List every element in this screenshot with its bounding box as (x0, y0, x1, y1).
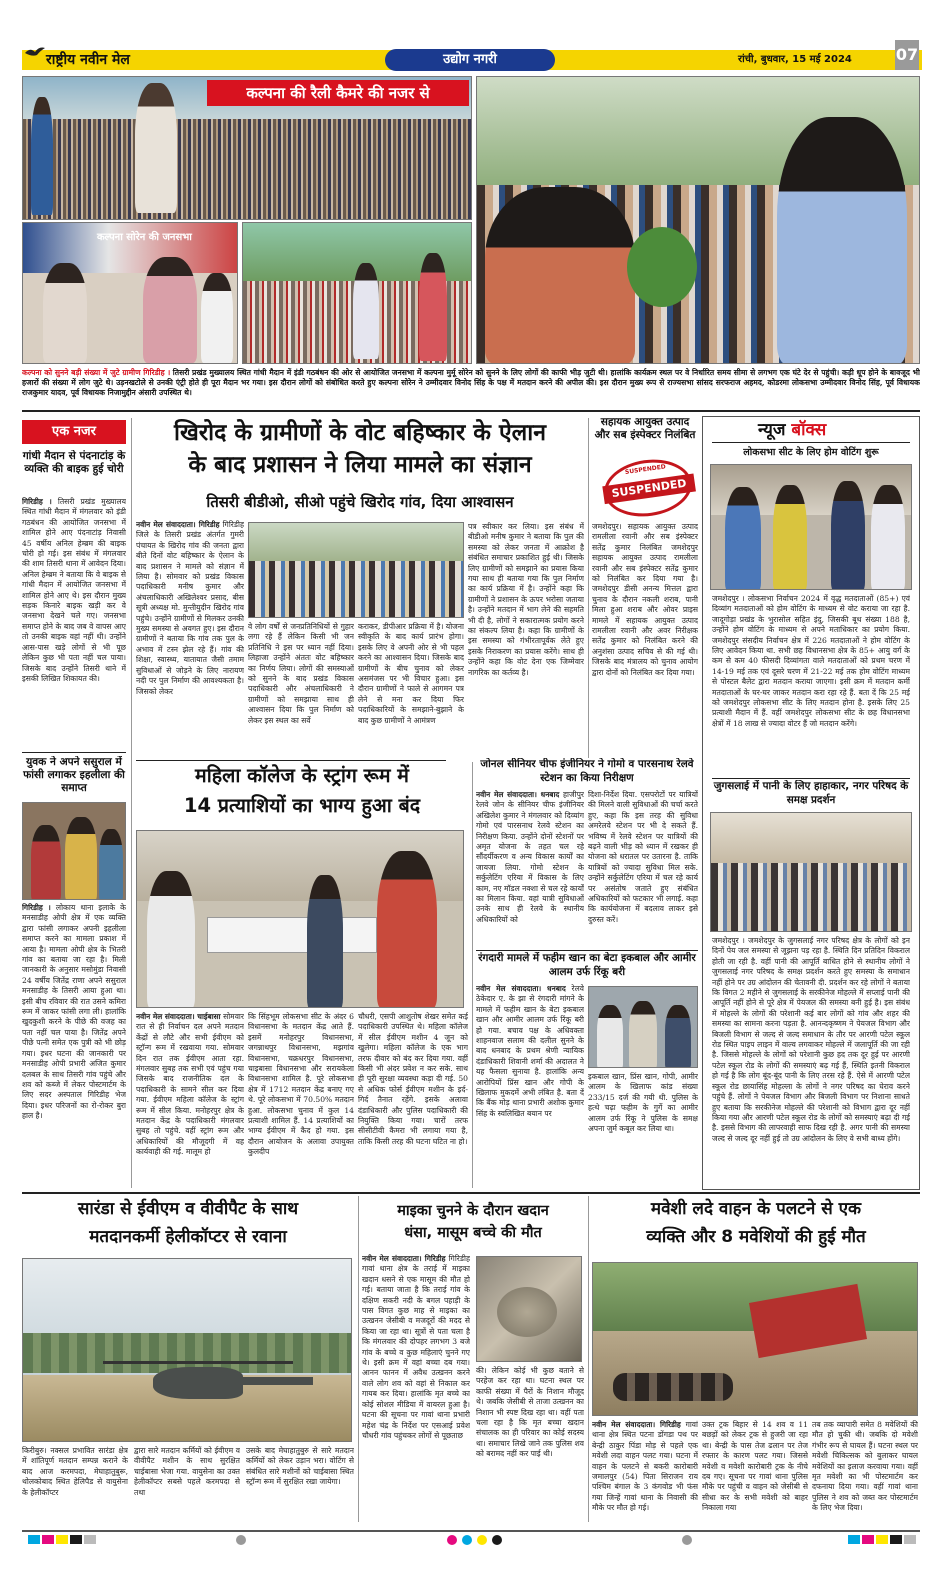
ek-nazar-story1-text: तिसरी प्रखंड मुख्यालय स्थित गांधी मैदान में मंगलवार को इंडी गठबंधन की आयोजित जनसभा में शामिल होने आए पंदनाटांड़ निवासी 45 वर्षीय अनिल हेम्ब्रम की बाइक चोरी हो गई। इस संबंध में मंगलवार की शाम तिसरी थाना में आवेदन दिया। अनिल हेम्ब्रम ने बताया कि वे बाइक से गांधी मैदान में आयोजित जनसभा में शामिल होने आए थे। इस दौरान मुख्य सड़क किनारे बाइक खड़ी कर वे जनसभा देखने चले गए। जनसभा समाप्त होने के बाद जब वे वापस आए तो उनकी बाइक वहां नहीं थी। उन्होंने आस-पास खड़े लोगों से भी पूछ लेकिन कुछ भी पता नहीं चल पाया। जिसके बाद उन्होंने तिसरी थाने में इसकी लिखित शिकायत की। (22, 497, 126, 683)
rally-headline: कल्पना की रैली कैमरे की नजर से (207, 80, 469, 106)
suspended-stamp-text: SUSPENDED (602, 474, 696, 505)
paper-name: राष्ट्रीय नवीन मेल (46, 52, 130, 68)
maveshi-byline: नवीन मेल संवाददाता। गिरिडीह (592, 1420, 681, 1429)
column-divider (588, 1196, 589, 1522)
footer-color-bar (22, 1535, 920, 1547)
divider (712, 442, 910, 443)
rangdari-photo (588, 986, 698, 1068)
ek-nazar-story1-dateline: गिरिडीह । (22, 497, 52, 506)
news-box-label-1: न्यूज (758, 420, 786, 440)
zonal-col1 (476, 790, 584, 946)
rally-caption-text: तिसरी प्रखंड मुख्यालय स्थित गांधी मैदान में इंडी गठबंधन की ओर से आयोजित जनसभा में कल्पना मुर्मू सोरेन को सुनने के लिए लोगों की काफी भीड़ जुटी थी। हालांकि कार्यक्रम स्थल पर वे निर्धारित समय सीमा से लगभग एक घंटे देर से पहुंची। कड़ी धूप होने के बावजूद भी हजारों की संख्या में लोग जुटे थे। उड़नखटोले से उनकी एंट्री होते ही पूरा मैदान भर गया। इस दौरान लोगों को संबोधित करते हुए कल्पना सोरेन ने उम्मीदवार विनोद सिंह के पक्ष में मतदान करने की अपील की। इस दौरान मुख्य रूप से राज्यसभा सांसद सरफराज अहमद, कोडरमा लोकसभा उम्मीदवार विनोद सिंह, पूर्व विधायक राजकुमार यादव, पूर्व विधायक निजामुद्दीन अंसारी उपस्थित थे। (22, 368, 920, 398)
mica-col1 (362, 1254, 470, 1520)
rangdari-col1-text: रेलवे ठेकेदार ए. के झा से रंगदारी मांगने के मामले में फहीम खान के बेटा इकबाल खान और आमीर आलम उर्फ रिंकू बरी हो गया. बचाव पक्ष के अधिवक्ता शाहनवाज सलाम की दलील सुनने के बाद धनबाद के प्रथम श्रेणी न्यायिक दंडाधिकारी शिवानी शर्मा की अदालत ने यह फैसला सुनाया है. हालांकि अन्य आरोपियों प्रिंस खान और गोपी के खिलाफ मुकदमें अभी लंबित है. बता दें कि बैंक मोड़ थाना प्रभारी अशोक कुमार सिंह के स्वलिखित बयान पर (476, 984, 584, 1118)
jugsalai-photo (710, 812, 912, 932)
mica-col1-text: गिरिडीह गावां थाना क्षेत्र के तराई में माइका खदान धसने से एक मासूम की मौत हो गई। बताया जाता है कि तराई गांव के दक्षिण सकरी नदी के बगल पहाड़ी के पास विगत कुछ माह से माइका का उत्खनन जेसीबी व मजदूरों की मदद से किया जा रहा था। सूत्रों से पता चला है कि मंगलवार की दोपहर लगभग 3 बजे गांव के बच्चे व कुछ महिलाएं चुनने गए थे। इसी क्रम में वहां बच्चा दब गया। (362, 1254, 470, 1368)
dateline: रांची, बुधवार, 15 मई 2024 (738, 54, 852, 65)
ek-nazar-story2-headline: युवक ने अपने ससुराल में फांसी लगाकर इहलीला की समाप्त (23, 756, 125, 794)
mica-byline: नवीन मेल संवाददाता। गिरिडीह (362, 1254, 446, 1263)
footer-rule (22, 1530, 920, 1532)
rally-photo-stage (22, 222, 238, 364)
column-divider (472, 762, 473, 1188)
news-box-headline: लोकसभा सीट के लिए होम वोटिंग शुरू (743, 447, 879, 458)
ek-nazar-label: एक नजर (22, 420, 126, 444)
suspended-body: जमशेदपुर। सहायक आयुक्त उत्पाद रामलीला रवानी और सब इंस्पेक्टर सतेंद्र कुमार निलंबित जमशेदपुर सहायक आयुक्त उत्पाद रामलीला रवानी और सब इंस्पेक्टर सतेंद्र कुमार को निलंबित कर दिया गया है। जमशेदपुर डीसी अनन्य मित्तल द्वारा चुनाव के दौरान नकली शराब, पानी मिला हुआ शराब और ओवर प्राइस मामले में सहायक आयुक्त उत्पाद रामलीला रवानी और अवर निरीक्षक सतेंद्र कुमार को निलंबित करने की अनुशंसा उत्पाद सचिव से की गई थी। जिसके बाद मंत्रालय को चुनाव आयोग द्वारा दोनों को निलंबित कर दिया गया। (592, 522, 698, 677)
khirod-col1 (136, 520, 244, 756)
divider (22, 752, 126, 753)
khirod-headline-1: खिरोद के ग्रामीणों के वोट बहिष्कार के ऐलान (174, 420, 546, 446)
khirod-photo (248, 522, 464, 618)
maveshi-col3: तब तक व्यापारी समेत 8 मवेशियों की मौत हो चुकी थी। जबकि दो मवेशी गंभीर रूप से घायल हैं। घटना स्थल पर मवेशी चिकित्सक को बुलाकर घायल मवेशियों का इलाज करवाया गया। वहीं मृत मवेशी का भी पोस्टमार्टम कर दफनाया दिया गया। वहीं गावां थाना पुलिस ने शव को जब्त कर पोस्टमार्टम के लिए भेज दिया। (812, 1420, 918, 1513)
mica-col3: आनन फानन में अवैध उत्खनन करने वाले लोग शव को वहां से निकाल कर गायब कर दिया। हालांकि मृत बच्चे का कोई सोशल मीडिया में वायरल हुआ है। घटना की सूचना पर गावां थाना प्रभारी महेश चंद्र के निर्देश पर एसआई प्रवेश चौधरी गांव पहुंचकर लोगों से पूछताछ (362, 1368, 470, 1440)
khirod-subhead: तिसरी बीडीओ, सीओ पहुंचे खिरोद गांव, दिया आश्वासन (206, 493, 514, 511)
mica-photo (476, 1256, 582, 1362)
rangdari-col2: इकबाल खान, प्रिंस खान, गोपी, आमीर आलम के खिलाफ कांड संख्या 233/15 दर्ज की गयी थी. पुलिस के हत्थे चढ़ा फहीम के गुर्गे का आमीर आलम उर्फ रिंकू ने पुलिस के समक्ष अपना जुर्म कबूल कर लिया था। (588, 1072, 698, 1134)
khirod-byline: नवीन मेल संवाददाता। गिरिडीह (136, 520, 220, 529)
bird-logo-icon (24, 44, 46, 58)
ek-nazar-story2-body (22, 903, 126, 1185)
truck-accident-photo (592, 1262, 918, 1416)
maveshi-headline-1: मवेशी लदे वाहन के पलटने से एक (650, 1199, 862, 1219)
news-box-label (758, 418, 826, 442)
zonal-headline: जोनल सीनियर चीफ इंजीनियर ने गोमो व पारसनाथ रेलवे स्टेशन का किया निरीक्षण (480, 758, 694, 784)
suspended-headline: सहायक आयुक्त उत्पाद और सब इंस्पेक्टर निलंबित (594, 416, 696, 441)
rally-caption (22, 368, 920, 408)
ek-nazar-story1-headline: गांधी मैदान से पंदनाटांड़ के व्यक्ति की बाइक हुई चोरी (22, 450, 126, 475)
ek-nazar-story2-dateline: गिरिडीह । (22, 903, 51, 912)
strong-room-col3: चौधरी, एसपी आशुतोष शेखर समेत कई पदाधिकारी उपस्थित थे। महिला कॉलेज में सील ईवीएम मशीन 4 जून को खुलेगा। महिला कॉलेज के एक भाग तरफ दीवार को बंद कर दिया गया. वहीं किसी भी अंदर प्रवेश न कर सके. साथ ही पूरी सुरक्षा व्यवस्था कड़ा दी गई. 50 से अधिक फोर्स ईवीएम मशीन के इर्द-गिर्द तैनात रहेंगे. इसके अलावा दंडाधिकारी और पुलिस पदाधिकारी की नियुक्ति किया गया। चारों तरफ सीसीटीवी कैमरा भी लगाया गया है, ताकि किसी तरह की घटना घटित ना हो। (358, 1012, 468, 1146)
rally-caption-lead: कल्पना को सुनने बड़ी संख्या में जुटे ग्रामीण गिरिडीह । (22, 368, 171, 377)
khirod-col4: पत्र स्वीकार कर लिया। इस संबंध में बीडीओ मनीष कुमार ने बताया कि पुल की समस्या को लेकर जनता में आक्रोश है संबंधित समाचार प्रकाशित हुई थी। जिसके लिए ग्रामीणों को समझाने का प्रयास किया गया साथ ही बताया गया कि पुल निर्माण का कार्य प्रक्रिया में है। उन्होंने कहा कि ग्रामीणों ने प्रशासन के ऊपर भरोसा जताया है। उन्होंने मतदान में भाग लेने की सहमति भी दी है, लोगों ने सकारात्मक प्रयोग करने का संकल्प लिया है। कहा कि ग्रामीणों के इस समस्या को गंभीरतापूर्वक लेते हुए इसके निराकरण का प्रयास करेंगे। साथ ही उन्होंने कहा कि वोट देना एक जिम्मेवार नागरिक का कर्तव्य है। (468, 522, 584, 677)
divider (22, 410, 920, 412)
rally-photo-field (242, 222, 472, 364)
column-divider (131, 418, 132, 1188)
page-number: 07 (895, 40, 919, 70)
zonal-col2: दिशा-निर्देश दिया. एसपरोटों पर यात्रियों की मिलने वाली सुविधाओं की चर्चा करते हुए, कहा कि इस तरह की सुविधा अमरेलवे स्टेशन पर भी दे सकते हैं. भविष्य में रेलवे स्टेशन पर यात्रियों की बढ़ने वाली भीड़ को ध्यान में रखकर ही योजना को धरातल पर उतारना है. ताकि यात्रियों को ज्यादा सुविधा मिल सके. उन्होंने सर्कुलेटिंग एरिया में चल रहे कार्य पर असंतोष जताते हुए संबंधित अधिकारियों को फटकार भी लगाई. कहा कि कार्ययोजना में बदलाव लाकर इसे दुरुस्त करें। (588, 790, 698, 924)
ek-nazar-story2-text: लोकाय थाना इलाके के मनसाडीह ओपी क्षेत्र में एक व्यक्ति द्वारा फांसी लगाकर अपनी इहलीला समाप्त करने का मामला प्रकाश में आया है। मामला ओपी क्षेत्र के भितरी गांव का बताया जा रहा है। मिली जानकारी के अनुसार मसोमुंडा निवासी 24 वर्षीय जितेंद्र राणा अपने ससुराल मनसाडीह के तिसरी आया हुआ था। इसी बीच रविवार की रात उसने कमिरा रूम में जाकर फांसी लगा ली। हालांकि खुदकुशी करने के पीछे की वजह का पता नहीं चल पाया है। जितेंद्र अपने पीछे पत्नी समेत एक पुत्री को भी छोड़ गया। इधर घटना की जानकारी पर मनसाडीह ओपी प्रभारी अजित कुमार दलबल के साथ तिसरी गांव पहुंचे और शव को कब्जे में लेकर पोस्टमार्टम के लिए सदर अस्पताल गिरिडीह भेज दिया। इधर परिजनों का रो-रोकर बुरा हाल है। (22, 903, 126, 1121)
strong-room-headline-1: महिला कॉलेज के स्ट्रांग रूम में (195, 764, 409, 787)
strong-room-col1 (136, 1012, 244, 1188)
strong-room-photo (136, 830, 464, 1008)
jugsalai-body: जमशेदपुर । जमशेदपुर के जुगसलाई नगर परिषद क्षेत्र के लोगों को इन दिनों पेय जल समस्या से जूझना पड़ रहा है. स्थिति दिन प्रतिदिन विकराल होती जा रही है. वहीं पानी की आपूर्ति बाधित होने से स्थानीय लोगों ने जुगसलाई नगर परिषद के समक्ष प्रदर्शन करते हुए समस्या के समाधान नहीं होने पर उग्र आंदोलन की चेतावनी दी. प्रदर्शन कर रहे लोगों ने बताया कि विगत 2 महीने से जुगसलाई के सरकीनेज मोहल्ले में सप्लाई पानी की आपूर्ति नहीं होने से पूरे क्षेत्र में पेयजल की समस्या बनी हुई है। इस संबंध में मोहल्ले के लोगों की परेशानी कई बार लोगों को गांव और शहर की समस्या का सामना करना पड़ता है. आनन्दकृष्णम ने पेयजल विभाग और बिजली विभाग से जल्द से जल्द समाधान के तौर पर आरणी पटेल स्कूल रोड स्थित पाइप लाइन में वाल्व लगवाकर मोहल्ले में जलापूर्ति की जा रही है. जिससे मोहल्ले के लोगों को परेशानी कुछ हद तक दूर हुई पर आरणी पटेल स्कूल रोड के लोगों की समस्याएं बढ़ गई हैं, स्थिति इतनी विकराल हो गई है कि लोग बूंद-बूंद पानी के लिए तरस रहे हैं. ऐसे में आरणी पटेल स्कूल रोड छायासिंह मोहल्ला के लोगों ने नगर परिषद का घेराव करने पहुंचे हैं. लोगों ने पेयजल विभाग और बिजली विभाग पर निशाना साधते हुए बताया कि सरकीनेज मोहल्ले की परेशानी को विभाग द्वारा दूर नहीं किया गया और आरणी पटेल स्कूल रोड के लोगों को समस्याएं बढ़ा दी गई है. इससे विभाग की लापरवाही साफ दिख रही है. अगर पानी की समस्या जल्द से जल्द दूर नहीं हुई तो उग्र आंदोलन के लिए वे सभी बाध्य होंगे। (712, 936, 910, 1143)
section-title: उद्योग नगरी (385, 49, 555, 71)
maveshi-col2: उक्त ट्रक बिहार से 14 शव व 11 बछड़ों को लेकर ट्रक से हुजरी जा रहा था। बेन्द्री के पास तेज ढलान पर तेज रफ्तार के कारण पलट गया। जिससे मवेशी व मवेशी कारोबारी ट्रक के नीचे दब गए। सूचना पर गावां थाना पुलिस मौके पर पहुंची व वाहन को जेसीबी से सीधा कर के सभी मवेशी को बाहर निकाला गया (702, 1420, 808, 1513)
strong-room-byline: नवीन मेल संवाददाता। चाईबासा (136, 1012, 221, 1021)
rangdari-headline: रंगदारी मामले में फहीम खान का बेटा इकबाल और आमीर आलम उर्फ रिंकू बरी (478, 952, 696, 978)
home-voting-photo (710, 464, 912, 590)
jugsalai-headline: जुगसलाई में पानी के लिए हाहाकार, नगर परिषद के समक्ष प्रदर्शन (713, 780, 909, 806)
column-divider (358, 1196, 359, 1522)
mica-col2: की। लेकिन कोई भी कुछ बताने से परहेज कर रहा था। घटना स्थल पर काफी संख्या में पैरों के निशान मौजूद थे। जबकि जेसीबी से ताजा उत्खनन का निशान भी स्पष्ट दिख रहा था। वहीं पता चला रहा है कि मृत बच्चा खदान संचालक का ही परिवार का कोई सदस्य था। समाचार लिखे जाने तक पुलिस शव को बरामद नहीं कर पाई थी। (476, 1366, 584, 1459)
zonal-byline: नवीन मेल संवाददाता। धनबाद (476, 790, 560, 799)
maveshi-col1 (592, 1420, 698, 1520)
rally-photo-greeting (476, 76, 920, 364)
maveshi-headline-2: व्यक्ति और 8 मवेशियों की हुई मौत (646, 1227, 866, 1247)
zonal-col1-text: हाजीपुर रेलवे जोन के सीनियर चीफ इंजीनियर अखिलेश कुमार ने मंगलवार को दिव्यांग गोमो एवं पारसनाथ रेलवे स्टेशन का निरीक्षण किया. उन्होंने दोनों स्टेशनों पर अमृत योजना के तहत चल रहे सौंदर्यीकरण व अन्य विकास कार्यों का जायजा लिया. गोमो स्टेशन के सर्कुलेटिंग एरिया में विकास के लिए काम, नए मॉडल नक्शा से चल रहे कार्यों का मिलान किया. वहां यात्री सुविधाओं उनके साथ ही रेलवे के स्थानीय अधिकारियों को (476, 790, 584, 924)
maveshi-col1-text: गावां थाना क्षेत्र स्थित पटना डोंगडा पथ पर बेन्द्री ठाकुर पिंडा मोड़ से पहले एक मवेशी लदा वाहन पलट गया। घटना में वाहन के पलटने से बकरी कारोबारी जमालपुर (54) पिता सिराजन राय पश्चिम बंगाल के 3 कंगवोड भी फंस गया जिन्हें गावां थाना के निवासी की मौके पर मौत हो गई। (592, 1420, 698, 1513)
news-box-label-2: बॉक्स (791, 420, 827, 440)
ek-nazar-story2-photo (22, 802, 126, 900)
rangdari-byline: नवीन मेल संवाददाता। धनबाद (476, 984, 566, 993)
strong-room-col2: कि सिंहभूम लोकसभा सीट के अंदर 6 विधानसभा के मतदान केंद्र आते हैं. इसमें मनोहरपुर विधानसभा, जगन्नाथपुर विधानसभा, मझगांव विधानसभा, चक्रधरपुर विधानसभा, चाइबासा विधानसभा और सरायकेला विधानसभा शामिल है. पूरे लोकसभा क्षेत्र में 1712 मतदान केंद्र बनाए गए थे. पूरे लोकसभा में 70.50% मतदान हुआ. लोकसभा चुनाव में कुल 14 प्रत्याशी शामिल हैं. 14 प्रत्याशियों का भाग्य ईवीएम में कैद हो गया. इस दौरान आयोजन के अलावा उपायुक्त कुलदीप (248, 1012, 354, 1157)
suspended-stamp (601, 454, 696, 522)
divider (712, 778, 910, 779)
rangdari-col1 (476, 984, 584, 1188)
divider (22, 1192, 920, 1194)
mica-headline-2: धंसा, मासूम बच्चे की मौत (404, 1225, 542, 1241)
saranda-col1: किरीबुरु। नक्सल प्रभावित सारंडा क्षेत्र में शांतिपूर्ण मतदान सम्पन्न कराने के बाद आज करमपदा, मेघाहातुबुरू, थोलकोबाद स्थित हेलिपैड से वायुसेना के हेलीकॉप्टर (22, 1446, 128, 1497)
divider (136, 760, 446, 761)
suspended-stamp-small: SUSPENDED (624, 463, 667, 477)
column-divider (588, 418, 589, 758)
saranda-headline-2: मतदानकर्मी हेलीकॉप्टर से रवाना (89, 1227, 287, 1247)
stage-banner-text: कल्पना सोरेन की जनसभा (97, 232, 192, 243)
saranda-col3: उसके बाद मेघाहातुबुरु से सारे मतदान कर्मियों को लेकर उड़ान भरा। वोटिंग से संबंधित सारे मशीनों को चाईबासा स्थित स्ट्रॉन्ग रूम में सुरक्षित रखा जायेगा। (246, 1446, 354, 1487)
khirod-headline-2: के बाद प्रशासन ने लिया मामले का संज्ञान (188, 452, 532, 478)
strong-room-col1-text: सोमवार रात से ही निर्वाचन दल अपने मतदान केंद्रों से लौटे और सभी ईवीएम को स्ट्रॉन्ग रूम में रखवाया गया. सोमवार दिन रात तक ईवीएम आता रहा. मंगलवार सुबह तक सभी एवं पहुंच गया जिसके बाद राजनीतिक दल के पदाधिकारी के सामने सील कर दिया गया. ईवीएम महिला कॉलेज के स्ट्रांग रूम में सील किया. मनोहरपुर क्षेत्र के मतदान केंद्र के पदाधिकारी मंगलवार सुबह तो पहुंचे. वहीं स्ट्रांग रूम और अधिकारियों की मौजूदगी में वह कार्यवाही की गई. मालूम हो (136, 1012, 244, 1157)
khirod-col3: कराकर, डीपीआर प्रक्रिया में है। योजना स्वीकृति के बाद कार्य प्रारंभ होगा। इसके लिए वे अपनी ओर से भी पहल करने का आश्वासन दिया। जिसके बाद ग्रामीणों के बीच चुनाव को लेकर असमंजस पर भी विचार हुआ। इस दौरान ग्रामीणों ने फाले से आगमन पत्र लेने से मना कर दिया फिर पदाधिकारियों के समझाने-बुझाने के बाद कुछ ग्रामीणों ने आमंत्रण (358, 622, 464, 725)
news-box-body: जमशेदपुर । लोकसभा निर्वाचन 2024 में वृद्ध मतदाताओं (85+) एवं दिव्यांग मतदाताओं को होम वोटिंग के माध्यम से वोट कराया जा रहा है. जादूगोड़ा प्रखंड के भुरासोल सहित इंदु, जिसकी बूथ संख्या 188 है, उन्होंने होम वोटिंग के माध्यम से अपने मताधिकार का प्रयोग किया. जमशेदपुर संसदीय निर्वाचन क्षेत्र में 226 मतदाताओं ने होम वोटिंग के लिए आवेदन किया था. सभी छह विधानसभा क्षेत्र के 85+ आयु वर्ग के कम से कम 40 फीसदी दिव्यांगता वाले मतदाताओं को प्रथम चरण में 14-19 मई तक एवं दूसरे चरण में 21-22 मई तक होम वोटिंग माध्यम से पोस्टल बैलेट द्वारा मतदान कराया जाएगा। इसी क्रम में मतदान कर्मी मतदाताओं के घर-घर जाकर मतदान करा रहा रहे हैं. बता दें कि 25 मई को जमशेदपुर लोकसभा सीट के लिए मतदान होना है. इसके लिए 25 प्रत्याशी मैदान में हैं. वहीं जमशेदपुर लोकसभा सीट के छह विधानसभा क्षेत्रों में 18 लाख से ज्यादा वोटर हैं जो मतदान करेंगे। (712, 594, 910, 728)
khirod-col2: वे लोग वर्षों से जनप्रतिनिधियों से गुहार लगा रहे हैं लेकिन किसी भी जन प्रतिनिधि ने इस पर ध्यान नहीं दिया। लिहाजा उन्होंने अंततः वोट बहिष्कार का निर्णय लिया। लोगों की समस्याओं को सुनने के बाद प्रखंड विकास पदाधिकारी और अंचलाधिकारी ने ग्रामीणों को समझाया साथ ही आश्वासन दिया कि पुल निर्माण को लेकर इस स्थल का सर्वे (248, 622, 354, 725)
mica-headline-1: माइका चुनने के दौरान खदान (397, 1203, 549, 1219)
divider (476, 950, 698, 951)
ek-nazar-story1-body (22, 497, 126, 749)
strong-room-headline-2: 14 प्रत्याशियों का भाग्य हुआ बंद (183, 794, 421, 817)
saranda-headline-1: सारंडा से ईवीएम व वीवीपैट के साथ (77, 1199, 299, 1219)
saranda-col2: द्वारा सारे मतदान कर्मियों को ईवीएम व वीवीपैट मशीन के साथ सुरक्षित चाईबासा भेजा गया. वायुसेना का उक्त हेलीकॉप्टर सबसे पहले करमपदा से तथा (134, 1446, 240, 1497)
khirod-col1-text: गिरिडीह जिले के तिसरी प्रखंड अंतर्गत गुमरी पंचायत के खिरोद गांव की जनता द्वारा बीते दिनों वोट बहिष्कार के ऐलान के बाद प्रशासन ने मामले को संज्ञान में लिया है। सोमवार को प्रखंड विकास पदाधिकारी मनीष कुमार और अंचलाधिकारी अखिलेश्वर प्रसाद, बीस सूत्री अध्यक्ष मो. मुन्तीयुदीन खिरोद गांव पहुंचे। उन्होंने ग्रामीणों से मिलकर उनकी मुख्य समस्या से अवगत हुए। इस दौरान ग्रामीणों ने बताया कि गांव तक पुल के अभाव में टस्न झेल रहे हैं। गांव की शिक्षा, स्वास्थ्य, यातायात जैसी तमाम सुविधाओं से जोड़ने के लिए नारायण नदी पर पुल निर्माण की आवश्यकता है। जिसको लेकर (136, 520, 244, 696)
helicopter-photo (22, 1258, 352, 1442)
